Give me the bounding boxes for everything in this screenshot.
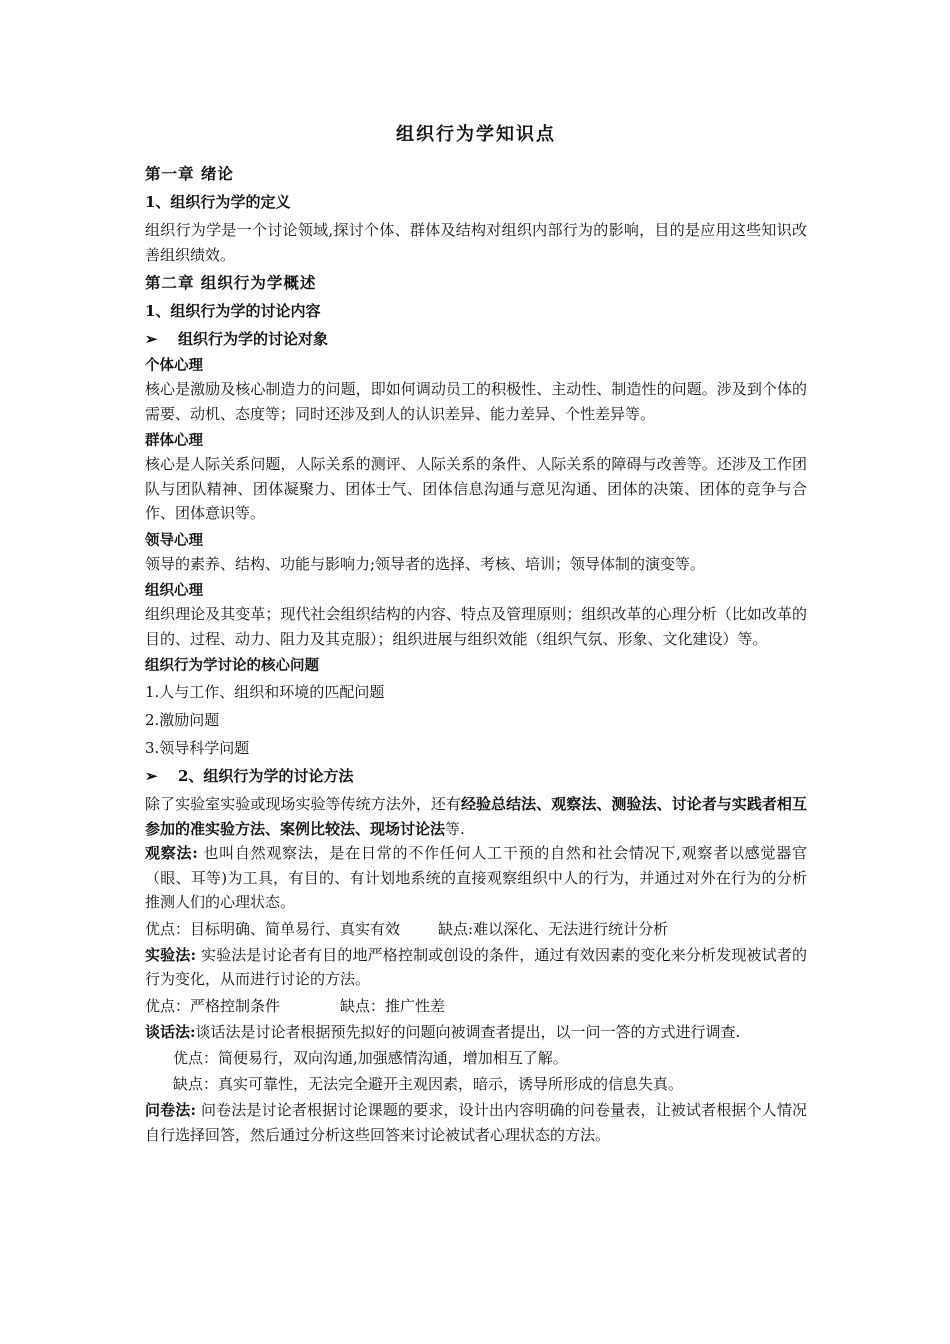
interview-body: 谈话法是讨论者根据预先拟好的问题向被调查者提出，以一问一答的方式进行调查.	[195, 1022, 741, 1041]
questionnaire-text	[145, 1098, 807, 1147]
interview-text	[145, 1020, 807, 1045]
interview-cons: 缺点：真实可靠性，无法完全避开主观因素，暗示，诱导所形成的信息失真。	[173, 1075, 684, 1093]
document-title: 组织行为学知识点	[396, 124, 556, 145]
org-text: 组织理论及其变革；现代社会组织结构的内容、特点及管理原则；组织改革的心理分析（比如改革的目的、过程、动力、阻力及其克服）；组织进展与组织效能（组织气氛、形象、文化建设）等。	[145, 605, 807, 648]
observation-label: 观察法:	[145, 844, 198, 862]
questionnaire-body: 问卷法是讨论者根据讨论课题的要求，设计出内容明确的问卷量表，让被试者根据个人情况自行选择回答，然后通过分析这些回答来讨论被试者心理状态的方法。	[145, 1101, 807, 1144]
arrow-bullet-icon: ➢	[145, 767, 158, 785]
interview-label: 谈话法:	[145, 1022, 196, 1041]
bullet-label: 组织行为学的讨论对象	[178, 330, 329, 348]
experiment-text	[145, 943, 807, 992]
experiment-pros-cons	[145, 994, 807, 1018]
methods-bold: 经验总结法、观察法、测验法、讨论者与实践者相互参加的准实验方法、案例比较法、现场讨论法	[145, 795, 807, 838]
methods-text	[145, 792, 807, 841]
list-item: 2.激励问题	[145, 711, 220, 729]
observation-pros: 优点：目标明确、简单易行、真实有效	[145, 919, 401, 938]
list-item: 1.人与工作、组织和环境的匹配问题	[145, 683, 385, 701]
experiment-label: 实验法:	[145, 945, 197, 964]
bullet-label: 2、组织行为学的讨论方法	[178, 767, 354, 785]
group-text: 核心是人际关系问题，人际关系的测评、人际关系的条件、人际关系的障碍与改善等。还涉及工作团队与团队精神、团体凝聚力、团体士气、团体信息沟通与意见沟通、团体的决策、团体的竞争与合作、团体意识等。	[145, 455, 807, 522]
chapter-2-heading: 第二章 组织行为学概述	[145, 273, 317, 292]
observation-pros-cons	[145, 917, 807, 941]
bullet-research-object	[145, 327, 807, 351]
arrow-bullet-icon: ➢	[145, 330, 158, 348]
experiment-body: 实验法是讨论者有目的地严格控制或创设的条件，通过有效因素的变化来分析发现被试者的行为变化，从而进行讨论的方法。	[145, 945, 807, 988]
individual-heading: 个体心理	[145, 357, 203, 374]
individual-text: 核心是激励及核心制造力的问题，即如何调动员工的积极性、主动性、制造性的问题。涉及到个体的需要、动机、态度等；同时还涉及到人的认识差异、能力差异、个性差异等。	[145, 380, 807, 423]
experiment-pros: 优点：严格控制条件	[145, 996, 281, 1015]
questionnaire-label: 问卷法:	[145, 1101, 197, 1119]
methods-post: 等.	[445, 819, 465, 838]
bullet-methods	[145, 764, 807, 788]
document-body	[145, 122, 807, 1147]
definition-text: 组织行为学是一个讨论领域,探讨个体、群体及结构对组织内部行为的影响，目的是应用这些知识改善组织绩效。	[145, 221, 807, 264]
observation-text	[145, 841, 807, 915]
interview-pros: 优点：简便易行，双向沟通,加强感情沟通，增加相互了解。	[173, 1049, 568, 1067]
group-heading: 群体心理	[145, 432, 203, 449]
core-heading: 组织行为学讨论的核心问题	[145, 657, 319, 674]
methods-pre: 除了实验室实验或现场实验等传统方法外，还有	[145, 795, 461, 813]
observation-cons: 缺点:难以深化、无法进行统计分析	[438, 919, 669, 938]
org-heading: 组织心理	[145, 582, 203, 599]
definition-heading: 1、组织行为学的定义	[145, 193, 291, 211]
content-heading: 1、组织行为学的讨论内容	[145, 302, 321, 320]
chapter-1-heading: 第一章 绪论	[145, 164, 234, 183]
list-item: 3.领导科学问题	[145, 739, 250, 757]
observation-body: 也叫自然观察法，是在日常的不作任何人工干预的自然和社会情况下,观察者以感觉器官（眼、耳等)为工具，有目的、有计划地系统的直接观察组织中人的行为，并通过对外在行为的分析推测人们的心理状态。	[145, 844, 807, 911]
leader-text: 领导的素养、结构、功能与影响力;领导者的选择、考核、培训；领导体制的演变等。	[145, 554, 706, 573]
experiment-cons: 缺点：推广性差	[340, 996, 446, 1015]
leader-heading: 领导心理	[145, 531, 203, 549]
